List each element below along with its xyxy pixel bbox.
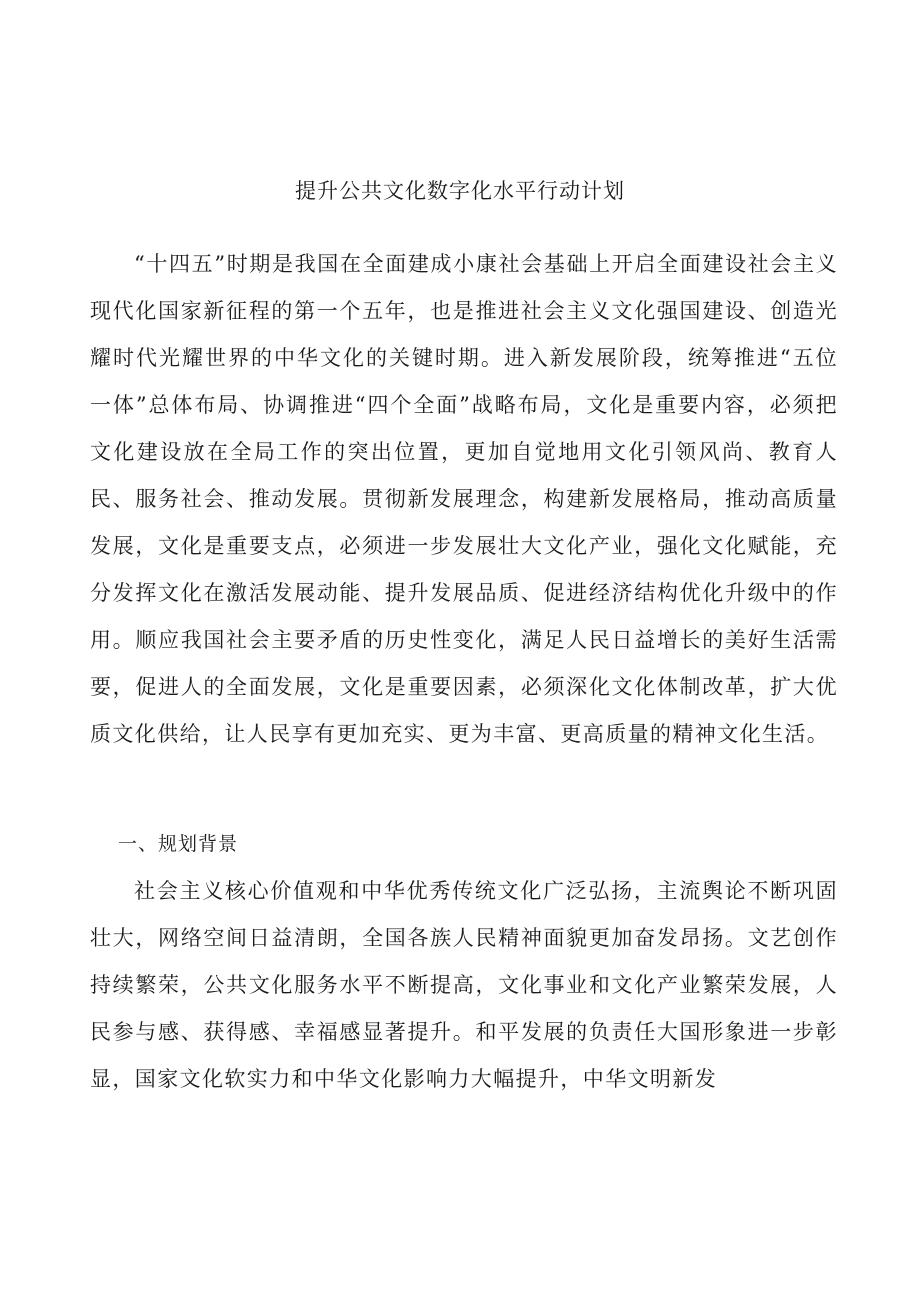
background-paragraph: 社会主义核心价值观和中华优秀传统文化广泛弘扬，主流舆论不断巩固壮大，网络空间日益清朗，全国各族人民精神面貌更加奋发昂扬。文艺创作持续繁荣，公共文化服务水平不断提高，文化事业和文化产业繁荣发展，人民参与感、获得感、幸福感显著提升。和平发展的负责任大国形象进一步彰显，国家文化软实力和中华文化影响力大幅提升，中华文明新发 xyxy=(90,879,838,1091)
section-heading: 一、规划背景 xyxy=(118,833,239,855)
intro-paragraph: “十四五”时期是我国在全面建成小康社会基础上开启全面建设社会主义现代化国家新征程的第一个五年，也是推进社会主义文化强国建设、创造光耀时代光耀世界的中华文化的关键时期。进入新发展阶段，统筹推进“五位一体”总体布局、协调推进“四个全面”战略布局，文化是重要内容，必须把文化建设放在全局工作的突出位置，更加自觉地用文化引领风尚、教育人民、服务社会、推动发展。贯彻新发展理念，构建新发展格局，推动高质量发展，文化是重要支点，必须进一步发展壮大文化产业，强化文化赋能，充分发挥文化在激活发展动能、提升发展品质、促进经济结构优化升级中的作用。顺应我国社会主要矛盾的历史性变化，满足人民日益增长的美好生活需要，促进人的全面发展，文化是重要因素，必须深化文化体制改革，扩大优质文化供给，让人民享有更加充实、更为丰富、更高质量的精神文化生活。 xyxy=(90,252,838,746)
document-title: 提升公共文化数字化水平行动计划 xyxy=(295,179,625,203)
